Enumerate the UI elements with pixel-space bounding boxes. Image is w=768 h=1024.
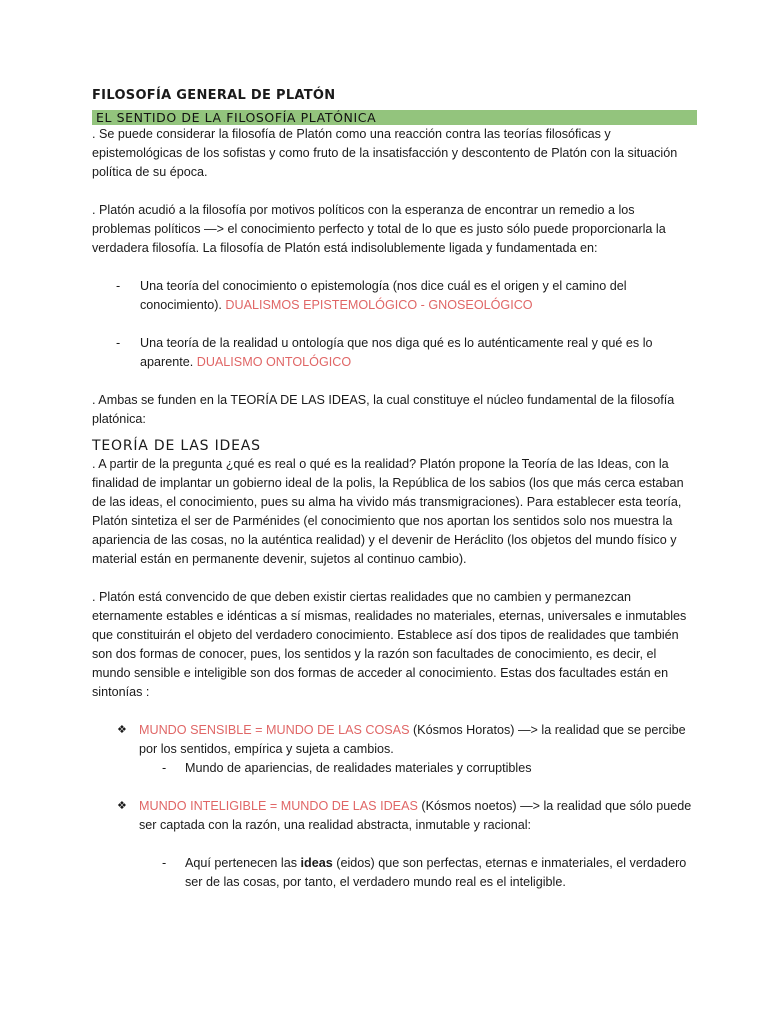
- diamond-bullet-icon: ❖: [117, 800, 127, 812]
- paragraph-teoria: . A partir de la pregunta ¿qué es real o qué es la realidad? Platón propone la Teoría de las Ideas, con la finalidad de implantar un gobierno ideal de la polis, la República de los sabios (los que más cerca estaban de las ideas, el conocimiento, pues su alma ha vivido más transmigraciones). Para establecer esta teoría, Platón sintetiza el ser de Parménides (el conocimiento que nos aportan los sentidos solo nos muestra la apariencia de las cosas, no la auténtica realidad) y el devenir de Heráclito (los objetos del mundo físico y material están en permanente devenir, sujetos al continuo cambio).: [92, 457, 684, 566]
- dash-marker: -: [162, 856, 167, 870]
- bullet-text: Una teoría del conocimiento o epistemología (nos dice cuál es el origen y el camino del conocimiento).: [140, 279, 627, 312]
- sub-item-text: Mundo de apariencias, de realidades materiales y corruptibles: [185, 761, 532, 775]
- paragraph-ambas: . Ambas se funden en la TEORÍA DE LAS IDEAS, la cual constituye el núcleo fundamental de la filosofía platónica:: [92, 393, 675, 426]
- list-item-mundo-inteligible: [92, 797, 692, 835]
- dash-marker: -: [116, 279, 121, 293]
- list-item-text: (Kósmos Horatos) —> la realidad que se percibe por los sentidos, empírica y sujeta a cambios.: [139, 723, 686, 756]
- bold-ideas: ideas: [300, 856, 333, 870]
- section-heading-sentido: EL SENTIDO DE LA FILOSOFÍA PLATÓNICA: [92, 110, 697, 125]
- section-heading-ideas: TEORÍA DE LAS IDEAS: [92, 438, 261, 454]
- list-item-mundo-sensible: [92, 721, 692, 759]
- emphasis-mundo-sensible: MUNDO SENSIBLE = MUNDO DE LAS COSAS: [139, 723, 410, 737]
- document-title: FILOSOFÍA GENERAL DE PLATÓN: [92, 88, 336, 103]
- paragraph-intro: . Se puede considerar la filosofía de Platón como una reacción contra las teorías filosóficas y epistemológicas de los sofistas y como fruto de la insatisfacción y descontento de Platón con la situación política de su época.: [92, 127, 678, 179]
- diamond-bullet-icon: ❖: [117, 724, 127, 736]
- emphasis-dualismo-ontologico: DUALISMO ONTOLÓGICO: [196, 355, 352, 369]
- sub-item-apariencias: [92, 759, 692, 778]
- list-item-text: (Kósmos noetos) —> la realidad que sólo puede ser captada con la razón, una realidad abstracta, inmutable y racional:: [139, 799, 692, 832]
- emphasis-dualismo-epistemologico: DUALISMOS EPISTEMOLÓGICO - GNOSEOLÓGICO: [225, 298, 533, 312]
- sub-item-ideas: [92, 854, 692, 892]
- bullet-text: Una teoría de la realidad u ontología que nos diga qué es lo auténticamente real y qué es lo aparente.: [140, 336, 653, 369]
- paragraph-motivos: . Platón acudió a la filosofía por motivos políticos con la esperanza de encontrar un remedio a los problemas políticos —> el conocimiento perfecto y total de lo que es justo sólo puede proporcionarla la verdadera filosofía. La filosofía de Platón está indisolublemente ligada y fundamentada en:: [92, 203, 666, 255]
- dash-marker: -: [162, 761, 167, 775]
- bullet-ontologia: [92, 334, 692, 372]
- dash-marker: -: [116, 336, 121, 350]
- emphasis-mundo-inteligible: MUNDO INTELIGIBLE = MUNDO DE LAS IDEAS: [139, 799, 418, 813]
- bullet-epistemologia: [92, 277, 692, 315]
- sub-item-text-post: (eidos) que son perfectas, eternas e inmateriales, el verdadero ser de las cosas, por tanto, el verdadero mundo real es el inteligible.: [185, 856, 687, 889]
- sub-item-text-pre: Aquí pertenecen las: [185, 856, 301, 870]
- paragraph-realidades: . Platón está convencido de que deben existir ciertas realidades que no cambien y permanezcan eternamente estables e idénticas a sí mismas, realidades no materiales, eternas, universales e inmutables que constituirán el objeto del verdadero conocimiento. Establece así dos tipos de realidades que también son dos formas de conocer, pues, los sentidos y la razón son facultades de conocimiento, es decir, el mundo sensible e inteligible son dos formas de acceder al conocimiento. Estas dos facultades están en sintonías :: [92, 590, 687, 699]
- document-page: [92, 86, 692, 892]
